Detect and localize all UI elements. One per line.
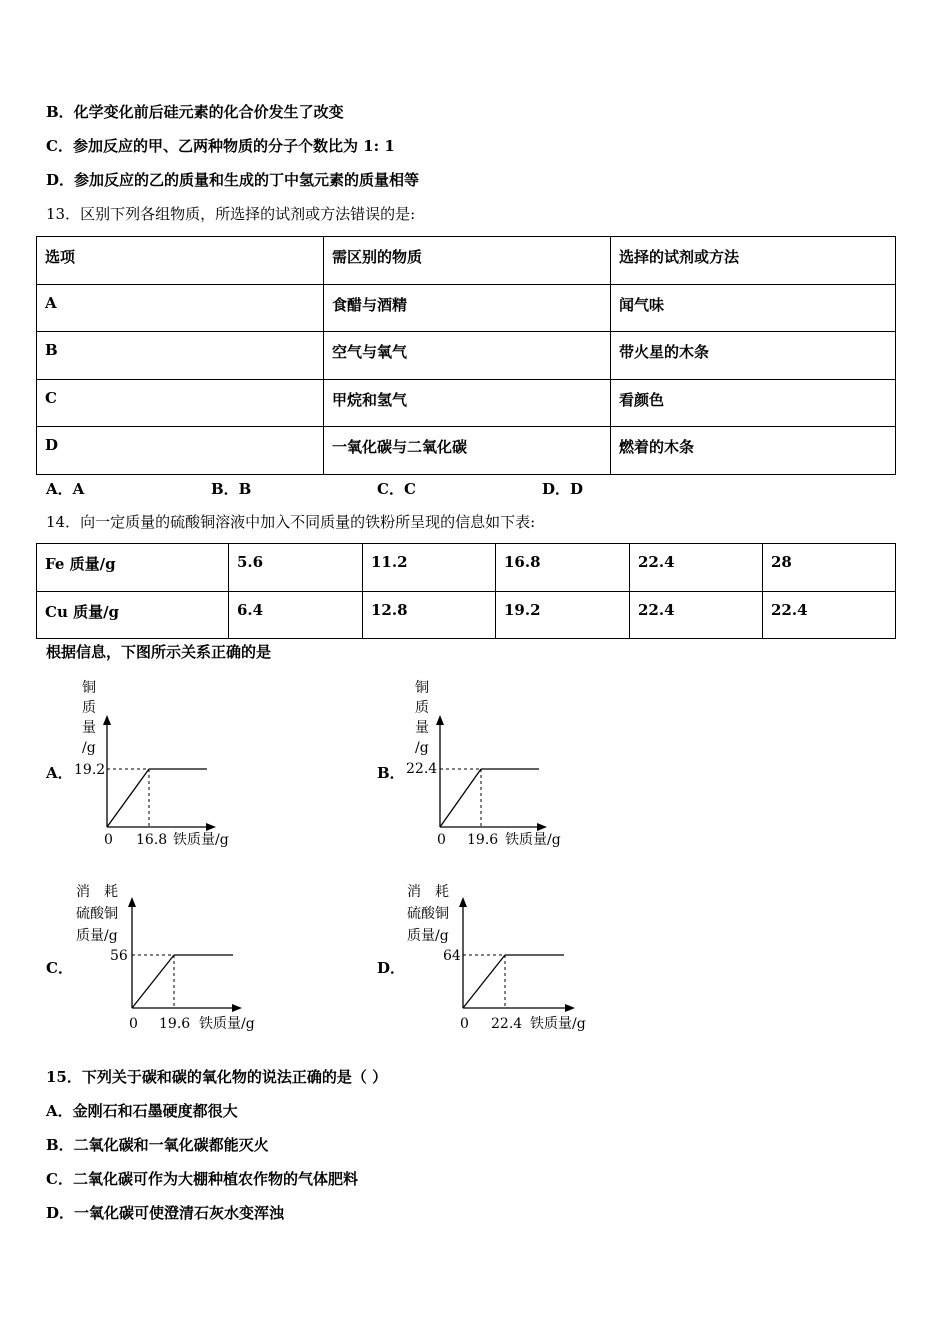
graph-ylabel: 量	[82, 720, 96, 736]
y-tick-value: 19.2	[74, 762, 106, 778]
table-cell: C	[37, 379, 324, 427]
table-cell: A	[37, 284, 324, 332]
table-cell: D	[37, 427, 324, 475]
graph-letter: A．	[46, 764, 73, 782]
graph-ylabel: 质	[82, 700, 96, 716]
table-header-cell: 选项	[37, 237, 324, 285]
q12-option-b: B．化学变化前后硅元素的化合价发生了改变	[46, 103, 344, 121]
graph-c	[40, 880, 280, 1040]
q13-option-a: A．A	[46, 480, 85, 498]
y-tick-value: 22.4	[406, 761, 438, 777]
x-axis-arrow	[537, 823, 547, 831]
graph-xlabel: 铁质量/g	[505, 832, 561, 848]
rising-line	[107, 769, 149, 827]
table-cell: 一氧化碳与二氧化碳	[324, 427, 611, 475]
graph-xlabel: 铁质量/g	[530, 1016, 586, 1032]
graph-ylabel: 质量/g	[407, 928, 449, 944]
graph-ylabel: /g	[415, 740, 429, 756]
y-axis-arrow	[459, 897, 467, 907]
graph-ylabel: 量	[415, 720, 429, 736]
graph-ylabel: 硫酸铜	[76, 906, 118, 922]
q13-table	[36, 236, 896, 475]
table-cell: Cu 质量/g	[37, 591, 229, 639]
table-row	[37, 544, 896, 592]
graph-letter: D．	[377, 959, 406, 977]
q13-option-c: C．C	[377, 480, 416, 498]
table-header-cell: 需区别的物质	[324, 237, 611, 285]
q15-option-b: B．二氧化碳和一氧化碳都能灭火	[46, 1136, 269, 1154]
q13-stem: 13．区别下列各组物质，所选择的试剂或方法错误的是:	[46, 205, 416, 223]
q15-option-d: D．一氧化碳可使澄清石灰水变浑浊	[46, 1204, 285, 1222]
origin-label: 0	[460, 1016, 469, 1032]
x-axis-arrow	[206, 823, 216, 831]
x-tick-value: 19.6	[159, 1016, 191, 1032]
table-cell: 22.4	[763, 591, 896, 639]
y-tick-value: 56	[110, 948, 128, 964]
q13-option-b: B．B	[211, 480, 252, 498]
table-cell: B	[37, 332, 324, 380]
graph-ylabel: 质	[415, 700, 429, 716]
graph-d	[371, 880, 611, 1040]
graph-ylabel: 消 耗	[407, 884, 449, 900]
table-row	[37, 591, 896, 639]
table-cell: 看颜色	[611, 379, 896, 427]
origin-label: 0	[104, 832, 113, 848]
origin-label: 0	[437, 832, 446, 848]
x-axis-arrow	[232, 1004, 242, 1012]
table-cell: 带火星的木条	[611, 332, 896, 380]
x-axis-arrow	[565, 1004, 575, 1012]
table-cell: 5.6	[229, 544, 363, 592]
table-row	[37, 332, 896, 380]
graph-letter: C．	[46, 959, 73, 977]
graph-ylabel: /g	[82, 740, 96, 756]
graph-ylabel: 铜	[82, 680, 96, 696]
q14-table	[36, 543, 896, 639]
q13-option-d: D．D	[542, 480, 584, 498]
table-cell: 22.4	[630, 544, 763, 592]
rising-line	[463, 955, 505, 1008]
rising-line	[132, 955, 174, 1008]
q12-option-c: C．参加反应的甲、乙两种物质的分子个数比为 1: 1	[46, 137, 395, 155]
table-row	[37, 284, 896, 332]
y-tick-value: 64	[443, 948, 461, 964]
graph-ylabel: 消 耗	[76, 884, 118, 900]
table-cell: 空气与氧气	[324, 332, 611, 380]
graph-letter: B．	[377, 764, 405, 782]
table-cell: 甲烷和氢气	[324, 379, 611, 427]
table-cell: Fe 质量/g	[37, 544, 229, 592]
graph-ylabel: 铜	[415, 680, 429, 696]
table-cell: 19.2	[496, 591, 630, 639]
graph-ylabel: 质量/g	[76, 928, 118, 944]
table-header-cell: 选择的试剂或方法	[611, 237, 896, 285]
graph-a	[40, 670, 260, 860]
table-cell: 12.8	[363, 591, 496, 639]
table-row	[37, 427, 896, 475]
q14-prompt: 根据信息，下图所示关系正确的是	[46, 643, 272, 661]
table-cell: 11.2	[363, 544, 496, 592]
table-row	[37, 379, 896, 427]
table-cell: 食醋与酒精	[324, 284, 611, 332]
q12-option-d: D．参加反应的乙的质量和生成的丁中氢元素的质量相等	[46, 171, 420, 189]
graph-b	[371, 670, 591, 860]
y-axis-arrow	[128, 897, 136, 907]
y-axis-arrow	[103, 715, 111, 725]
table-cell: 28	[763, 544, 896, 592]
origin-label: 0	[129, 1016, 138, 1032]
q15-option-a: A．金刚石和石墨硬度都很大	[46, 1102, 238, 1120]
table-header-row	[37, 237, 896, 285]
table-cell: 6.4	[229, 591, 363, 639]
graph-xlabel: 铁质量/g	[199, 1016, 255, 1032]
graph-ylabel: 硫酸铜	[407, 906, 449, 922]
table-cell: 闻气味	[611, 284, 896, 332]
q15-stem: 15．下列关于碳和碳的氧化物的说法正确的是（ ）	[46, 1068, 388, 1086]
q14-stem: 14．向一定质量的硫酸铜溶液中加入不同质量的铁粉所呈现的信息如下表:	[46, 513, 536, 531]
table-cell: 16.8	[496, 544, 630, 592]
table-cell: 燃着的木条	[611, 427, 896, 475]
rising-line	[440, 769, 481, 827]
x-tick-value: 16.8	[136, 832, 168, 848]
x-tick-value: 19.6	[467, 832, 499, 848]
x-tick-value: 22.4	[491, 1016, 523, 1032]
q15-option-c: C．二氧化碳可作为大棚种植农作物的气体肥料	[46, 1170, 358, 1188]
graph-xlabel: 铁质量/g	[173, 832, 229, 848]
table-cell: 22.4	[630, 591, 763, 639]
y-axis-arrow	[436, 715, 444, 725]
